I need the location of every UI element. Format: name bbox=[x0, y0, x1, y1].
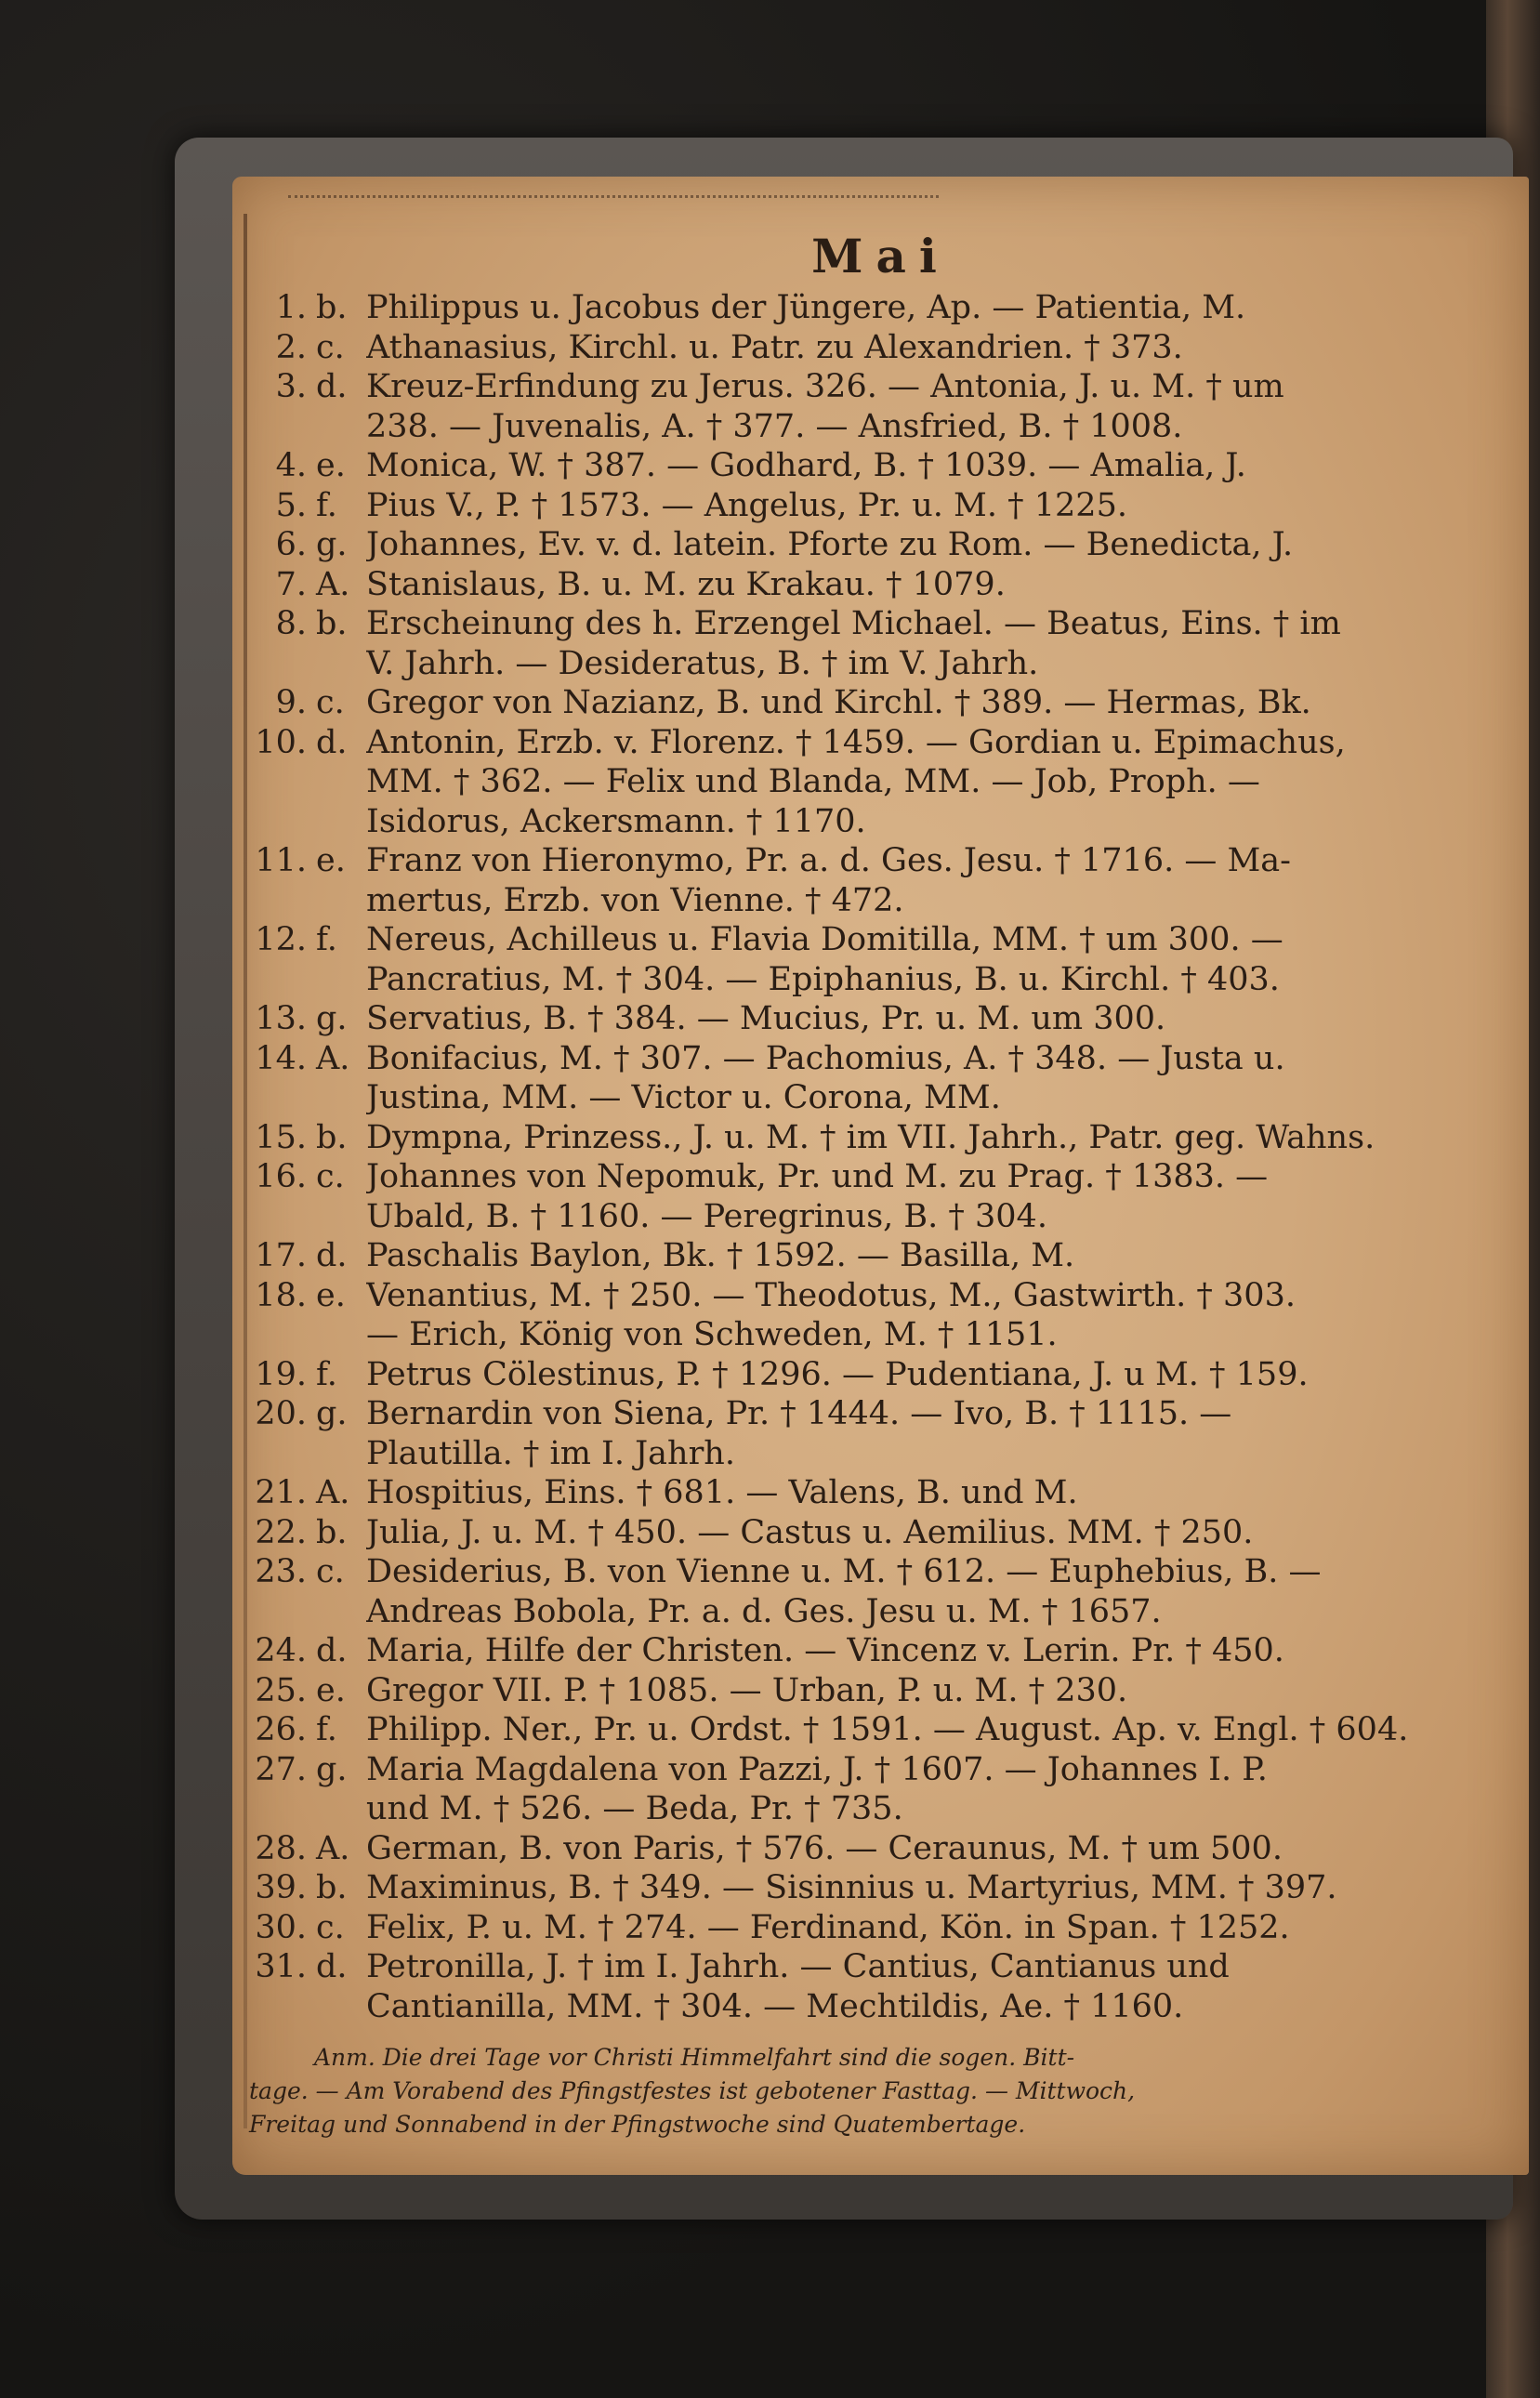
calendar-entry bbox=[249, 1236, 1513, 1276]
text-line: Plautilla. † im I. Jahrh. bbox=[366, 1434, 735, 1472]
day-number: 28. bbox=[255, 1829, 307, 1867]
saints-text bbox=[366, 486, 1513, 526]
text-line: Antonin, Erzb. v. Florenz. † 1459. — Gordian u. Epimachus, bbox=[366, 723, 1346, 761]
text-line: 238. — Juvenalis, A. † 377. — Ansfried, B. † 1008. bbox=[366, 407, 1183, 445]
day-number: 21. bbox=[255, 1474, 307, 1511]
saints-text bbox=[366, 683, 1513, 723]
saints-text bbox=[366, 367, 1513, 446]
dominical-letter: e. bbox=[316, 1671, 346, 1709]
text-line: Isidorus, Ackersmann. † 1170. bbox=[366, 802, 866, 840]
calendar-entry bbox=[249, 1513, 1513, 1553]
dominical-letter: A. bbox=[316, 1829, 350, 1867]
day-number: 16. bbox=[255, 1158, 307, 1195]
dominical-letter: b. bbox=[316, 1118, 348, 1156]
calendar-entry bbox=[249, 920, 1513, 999]
saints-text bbox=[366, 288, 1513, 328]
saints-text bbox=[366, 565, 1513, 605]
text-line: — Erich, König von Schweden, M. † 1151. bbox=[366, 1316, 1058, 1353]
book-page bbox=[232, 177, 1529, 2175]
calendar-entry bbox=[249, 1355, 1513, 1395]
saints-text bbox=[366, 1947, 1513, 2026]
day-number: 31. bbox=[255, 1948, 307, 1985]
text-line: German, B. von Paris, † 576. — Ceraunus, M. † um 500. bbox=[366, 1829, 1283, 1867]
text-line: Pius V., P. † 1573. — Angelus, Pr. u. M. † 1225. bbox=[366, 486, 1127, 524]
calendar-entry bbox=[249, 1039, 1513, 1118]
day-number: 18. bbox=[255, 1276, 307, 1314]
calendar-entry bbox=[249, 1552, 1513, 1631]
saints-text bbox=[366, 328, 1513, 368]
day-number: 7. bbox=[275, 565, 307, 603]
dominical-letter: g. bbox=[316, 1000, 348, 1037]
dominical-letter: d. bbox=[316, 1632, 348, 1669]
calendar-entry bbox=[249, 1908, 1513, 1948]
footnote-line: Freitag und Sonnabend in der Pfingstwoche sind Quatembertage. bbox=[249, 2111, 1026, 2138]
saints-text bbox=[366, 841, 1513, 920]
day-number: 20. bbox=[255, 1395, 307, 1432]
day-number: 2. bbox=[275, 328, 307, 366]
text-line: Julia, J. u. M. † 450. — Castus u. Aemilius. MM. † 250. bbox=[366, 1513, 1254, 1551]
dominical-letter: A. bbox=[316, 1474, 350, 1511]
text-line: Erscheinung des h. Erzengel Michael. — Beatus, Eins. † im bbox=[366, 605, 1341, 642]
dominical-letter: c. bbox=[316, 328, 345, 366]
page-title: Mai bbox=[811, 229, 950, 283]
day-number: 23. bbox=[255, 1553, 307, 1590]
calendar-entry bbox=[249, 1118, 1513, 1158]
dominical-letter: e. bbox=[316, 842, 346, 879]
dominical-letter: g. bbox=[316, 1395, 348, 1432]
calendar-entry bbox=[249, 446, 1513, 486]
saints-text bbox=[366, 1710, 1513, 1750]
calendar-entry bbox=[249, 999, 1513, 1039]
day-number: 27. bbox=[255, 1750, 307, 1788]
calendar-entry bbox=[249, 1829, 1513, 1869]
day-number: 1. bbox=[275, 289, 307, 326]
day-number: 11. bbox=[255, 842, 307, 879]
saints-text bbox=[366, 999, 1513, 1039]
saints-text bbox=[366, 1671, 1513, 1711]
text-line: Hospitius, Eins. † 681. — Valens, B. und M. bbox=[366, 1474, 1078, 1511]
text-line: V. Jahrh. — Desideratus, B. † im V. Jahrh. bbox=[366, 644, 1039, 682]
calendar-entry bbox=[249, 1868, 1513, 1908]
day-number: 13. bbox=[255, 1000, 307, 1037]
dominical-letter: b. bbox=[316, 605, 348, 642]
text-line: Petrus Cölestinus, P. † 1296. — Pudentiana, J. u M. † 159. bbox=[366, 1355, 1309, 1393]
dominical-letter: c. bbox=[316, 684, 345, 721]
day-number: 14. bbox=[255, 1039, 307, 1077]
dominical-letter: f. bbox=[316, 1711, 337, 1748]
dominical-letter: f. bbox=[316, 1355, 337, 1393]
text-line: Ubald, B. † 1160. — Peregrinus, B. † 304. bbox=[366, 1197, 1047, 1235]
dominical-letter: e. bbox=[316, 447, 346, 484]
text-line: Philipp. Ner., Pr. u. Ordst. † 1591. — August. Ap. v. Engl. † 604. bbox=[366, 1711, 1409, 1748]
footnote bbox=[249, 2041, 1513, 2141]
text-line: Andreas Bobola, Pr. a. d. Ges. Jesu u. M. † 1657. bbox=[366, 1592, 1162, 1630]
day-number: 19. bbox=[255, 1355, 307, 1393]
dominical-letter: c. bbox=[316, 1553, 345, 1590]
calendar-entry bbox=[249, 367, 1513, 446]
dominical-letter: d. bbox=[316, 723, 348, 761]
day-number: 25. bbox=[255, 1671, 307, 1709]
day-number: 17. bbox=[255, 1237, 307, 1274]
saints-text bbox=[366, 1473, 1513, 1513]
dominical-letter: f. bbox=[316, 486, 337, 524]
text-line: Petronilla, J. † im I. Jahrh. — Cantius, Cantianus und bbox=[366, 1948, 1230, 1985]
saints-text bbox=[366, 1157, 1513, 1236]
text-line: Monica, W. † 387. — Godhard, B. † 1039. — Amalia, J. bbox=[366, 447, 1246, 484]
day-number: 15. bbox=[255, 1118, 307, 1156]
calendar-entry bbox=[249, 1157, 1513, 1236]
text-line: Paschalis Baylon, Bk. † 1592. — Basilla, M. bbox=[366, 1237, 1075, 1274]
calendar-entry bbox=[249, 525, 1513, 565]
text-line: Maria, Hilfe der Christen. — Vincenz v. Lerin. Pr. † 450. bbox=[366, 1632, 1284, 1669]
saints-text bbox=[366, 1631, 1513, 1671]
text-line: Justina, MM. — Victor u. Corona, MM. bbox=[366, 1079, 1001, 1116]
text-line: Nereus, Achilleus u. Flavia Domitilla, MM. † um 300. — bbox=[366, 921, 1283, 958]
text-line: MM. † 362. — Felix und Blanda, MM. — Job, Proph. — bbox=[366, 763, 1260, 800]
dominical-letter: b. bbox=[316, 1513, 348, 1551]
text-line: Philippus u. Jacobus der Jüngere, Ap. — Patientia, M. bbox=[366, 289, 1246, 326]
day-number: 10. bbox=[255, 723, 307, 761]
text-line: Desiderius, B. von Vienne u. M. † 612. — Euphebius, B. — bbox=[366, 1553, 1322, 1590]
saints-text bbox=[366, 1750, 1513, 1829]
calendar-entry bbox=[249, 1473, 1513, 1513]
saints-text bbox=[366, 446, 1513, 486]
calendar-entry bbox=[249, 288, 1513, 328]
saints-text bbox=[366, 1039, 1513, 1118]
saints-text bbox=[366, 1908, 1513, 1948]
day-number: 22. bbox=[255, 1513, 307, 1551]
dominical-letter: c. bbox=[316, 1158, 345, 1195]
day-number: 30. bbox=[255, 1908, 307, 1946]
calendar-entry bbox=[249, 486, 1513, 526]
saints-text bbox=[366, 1394, 1513, 1473]
calendar-entry bbox=[249, 328, 1513, 368]
saints-text bbox=[366, 525, 1513, 565]
day-number: 12. bbox=[255, 921, 307, 958]
saints-text bbox=[366, 1355, 1513, 1395]
saints-text bbox=[366, 1552, 1513, 1631]
text-line: Bonifacius, M. † 307. — Pachomius, A. † 348. — Justa u. bbox=[366, 1039, 1285, 1077]
text-line: Kreuz-Erfindung zu Jerus. 326. — Antonia, J. u. M. † um bbox=[366, 368, 1284, 405]
calendar-entries bbox=[249, 288, 1513, 2026]
saints-text bbox=[366, 1513, 1513, 1553]
text-line: Cantianilla, MM. † 304. — Mechtildis, Ae. † 1160. bbox=[366, 1987, 1184, 2025]
saints-text bbox=[366, 1276, 1513, 1355]
text-line: Gregor VII. P. † 1085. — Urban, P. u. M. † 230. bbox=[366, 1671, 1128, 1709]
dominical-letter: A. bbox=[316, 565, 350, 603]
dominical-letter: b. bbox=[316, 1869, 348, 1906]
dominical-letter: d. bbox=[316, 1948, 348, 1985]
text-line: Venantius, M. † 250. — Theodotus, M., Gastwirth. † 303. bbox=[366, 1276, 1296, 1314]
saints-text bbox=[366, 920, 1513, 999]
calendar-entry bbox=[249, 723, 1513, 842]
calendar-entry bbox=[249, 1631, 1513, 1671]
day-number: 6. bbox=[275, 526, 307, 563]
dominical-letter: d. bbox=[316, 368, 348, 405]
calendar-entry bbox=[249, 1710, 1513, 1750]
saints-text bbox=[366, 1236, 1513, 1276]
dominical-letter: e. bbox=[316, 1276, 346, 1314]
text-line: Athanasius, Kirchl. u. Patr. zu Alexandrien. † 373. bbox=[366, 328, 1183, 366]
day-number: 26. bbox=[255, 1711, 307, 1748]
dominical-letter: c. bbox=[316, 1908, 345, 1946]
day-number: 39. bbox=[255, 1869, 307, 1906]
calendar-entry bbox=[249, 1750, 1513, 1829]
saints-text bbox=[366, 1829, 1513, 1869]
text-line: Bernardin von Siena, Pr. † 1444. — Ivo, B. † 1115. — bbox=[366, 1395, 1232, 1432]
dominical-letter: b. bbox=[316, 289, 348, 326]
day-number: 24. bbox=[255, 1632, 307, 1669]
footnote-line: tage. — Am Vorabend des Pfingstfestes ist gebotener Fasttag. — Mittwoch, bbox=[249, 2077, 1136, 2104]
day-number: 9. bbox=[275, 684, 307, 721]
dominical-letter: g. bbox=[316, 1750, 348, 1788]
day-number: 5. bbox=[275, 486, 307, 524]
text-line: Maximinus, B. † 349. — Sisinnius u. Martyrius, MM. † 397. bbox=[366, 1869, 1337, 1906]
calendar-entry bbox=[249, 841, 1513, 920]
dominical-letter: d. bbox=[316, 1237, 348, 1274]
calendar-entry bbox=[249, 1671, 1513, 1711]
calendar-entry bbox=[249, 565, 1513, 605]
saints-text bbox=[366, 1868, 1513, 1908]
text-line: Felix, P. u. M. † 274. — Ferdinand, Kön. in Span. † 1252. bbox=[366, 1908, 1290, 1946]
text-line: Dympna, Prinzess., J. u. M. † im VII. Jahrh., Patr. geg. Wahns. bbox=[366, 1118, 1375, 1156]
saints-text bbox=[366, 723, 1513, 842]
day-number: 8. bbox=[275, 605, 307, 642]
text-line: und M. † 526. — Beda, Pr. † 735. bbox=[366, 1790, 903, 1827]
text-line: Pancratius, M. † 304. — Epiphanius, B. u. Kirchl. † 403. bbox=[366, 960, 1280, 998]
calendar-entry bbox=[249, 683, 1513, 723]
dominical-letter: f. bbox=[316, 921, 337, 958]
footnote-line: Anm. Die drei Tage vor Christi Himmelfahrt sind die sogen. Bitt- bbox=[314, 2044, 1075, 2071]
dominical-letter: A. bbox=[316, 1039, 350, 1077]
text-line: Johannes, Ev. v. d. latein. Pforte zu Rom. — Benedicta, J. bbox=[366, 526, 1294, 563]
calendar-entry bbox=[249, 1947, 1513, 2026]
calendar-entry bbox=[249, 1276, 1513, 1355]
torn-header-remnant bbox=[288, 182, 939, 198]
day-number: 3. bbox=[275, 368, 307, 405]
text-line: mertus, Erzb. von Vienne. † 472. bbox=[366, 881, 904, 919]
saints-text bbox=[366, 604, 1513, 683]
text-line: Maria Magdalena von Pazzi, J. † 1607. — Johannes I. P. bbox=[366, 1750, 1268, 1788]
text-line: Johannes von Nepomuk, Pr. und M. zu Prag. † 1383. — bbox=[366, 1158, 1269, 1195]
day-number: 4. bbox=[275, 447, 307, 484]
calendar-entry bbox=[249, 604, 1513, 683]
calendar-entry bbox=[249, 1394, 1513, 1473]
text-line: Gregor von Nazianz, B. und Kirchl. † 389. — Hermas, Bk. bbox=[366, 684, 1311, 721]
text-line: Franz von Hieronymo, Pr. a. d. Ges. Jesu. † 1716. — Ma- bbox=[366, 842, 1292, 879]
dominical-letter: g. bbox=[316, 526, 348, 563]
saints-text bbox=[366, 1118, 1513, 1158]
text-line: Servatius, B. † 384. — Mucius, Pr. u. M. um 300. bbox=[366, 1000, 1166, 1037]
text-line: Stanislaus, B. u. M. zu Krakau. † 1079. bbox=[366, 565, 1006, 603]
